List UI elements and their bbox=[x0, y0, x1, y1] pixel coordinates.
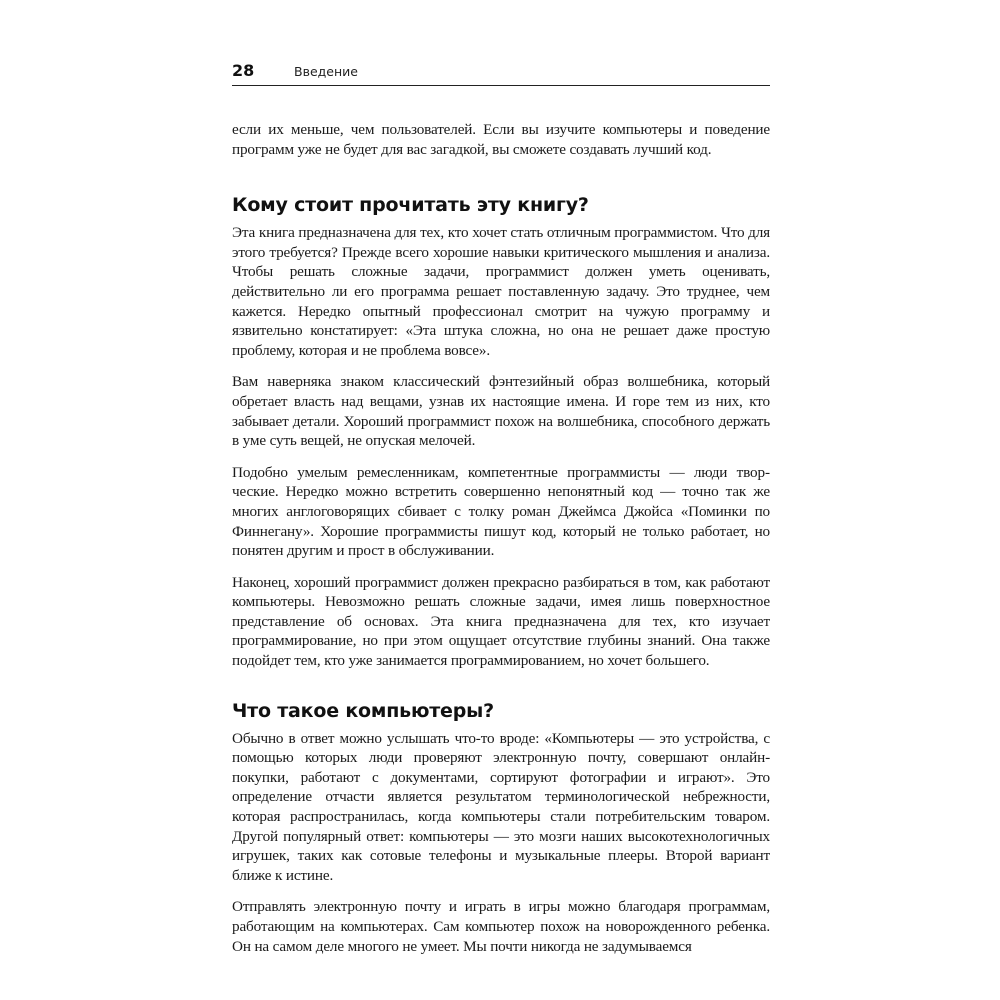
body-paragraph: Наконец, хороший программист должен прекрасно разбираться в том, как работают компьютеры. Невозможно решать сложные задачи, имея лишь поверхностное представление об основах. Эта книга предназначена для тех, кто изучает программирование, но при этом ощущает отсутствие глубины знаний. Она также подойдет тем, кто уже занимается программированием, но хочет большего. bbox=[232, 573, 770, 670]
section-heading-what-are-computers: Что такое компьютеры? bbox=[232, 699, 494, 722]
body-paragraph: Эта книга предназначена для тех, кто хочет стать отличным программистом. Что для этого требуется? Прежде всего хорошие навыки критического мышления и анализа. Чтобы решать сложные задачи, программист должен уметь оценивать, действительно ли его программа решает поставленную задачу. Это труднее, чем кажется. Нередко опытный профессионал смотрит на чужую программу и язвительно констатирует: «Эта штука сложна, но она не решает даже простую проблему, которая и не проблема вовсе». bbox=[232, 224, 770, 359]
section-heading-who-should-read: Кому стоит прочитать эту книгу? bbox=[232, 194, 589, 217]
page-body bbox=[232, 120, 770, 956]
intro-paragraph: если их меньше, чем пользователей. Если вы изучите компьютеры и поведение программ уже не будет для вас загадкой, вы сможете создавать лучший код. bbox=[232, 121, 770, 158]
page-number: 28 bbox=[232, 61, 255, 80]
book-page bbox=[232, 0, 770, 1000]
body-paragraph: Подобно умелым ремесленникам, компетентные программисты — люди творческие. Нередко можно встретить совершенно непонятный код — точно так же многих англоговорящих сбивает с толку роман Джеймса Джойса «Поминки по Финнегану». Хорошие программисты пишут код, который не только работает, но понятен другим и прост в обслуживании. bbox=[232, 463, 770, 560]
running-header bbox=[232, 58, 770, 86]
body-paragraph: Отправлять электронную почту и играть в игры можно благодаря программам, работающим на компьютерах. Сам компьютер похож на новорожденного ребенка. Он на самом деле многого не умеет. Мы почти никогда не задумываемся bbox=[232, 898, 770, 955]
running-title: Введение bbox=[294, 64, 358, 79]
body-paragraph: Обычно в ответ можно услышать что-то вроде: «Компьютеры — это устройства, с помощью которых люди проверяют электронную почту, совершают онлайн-покупки, работают с документами, сортируют фотографии и играют». Это определение отчасти является результатом терминологической небрежности, которая распространилась, когда компьютеры стали потребительским товаром. Другой популярный ответ: компьютеры — это мозги наших высокотехнологичных игрушек, таких как сотовые телефоны и музыкальные плееры. Второй вариант ближе к истине. bbox=[232, 729, 770, 884]
body-paragraph: Вам наверняка знаком классический фэнтезийный образ волшебника, который обретает власть над вещами, узнав их настоящие имена. И горе тем из них, кто забывает детали. Хороший программист похож на волшебника, способного держать в уме суть вещей, не опуская мелочей. bbox=[232, 373, 770, 450]
